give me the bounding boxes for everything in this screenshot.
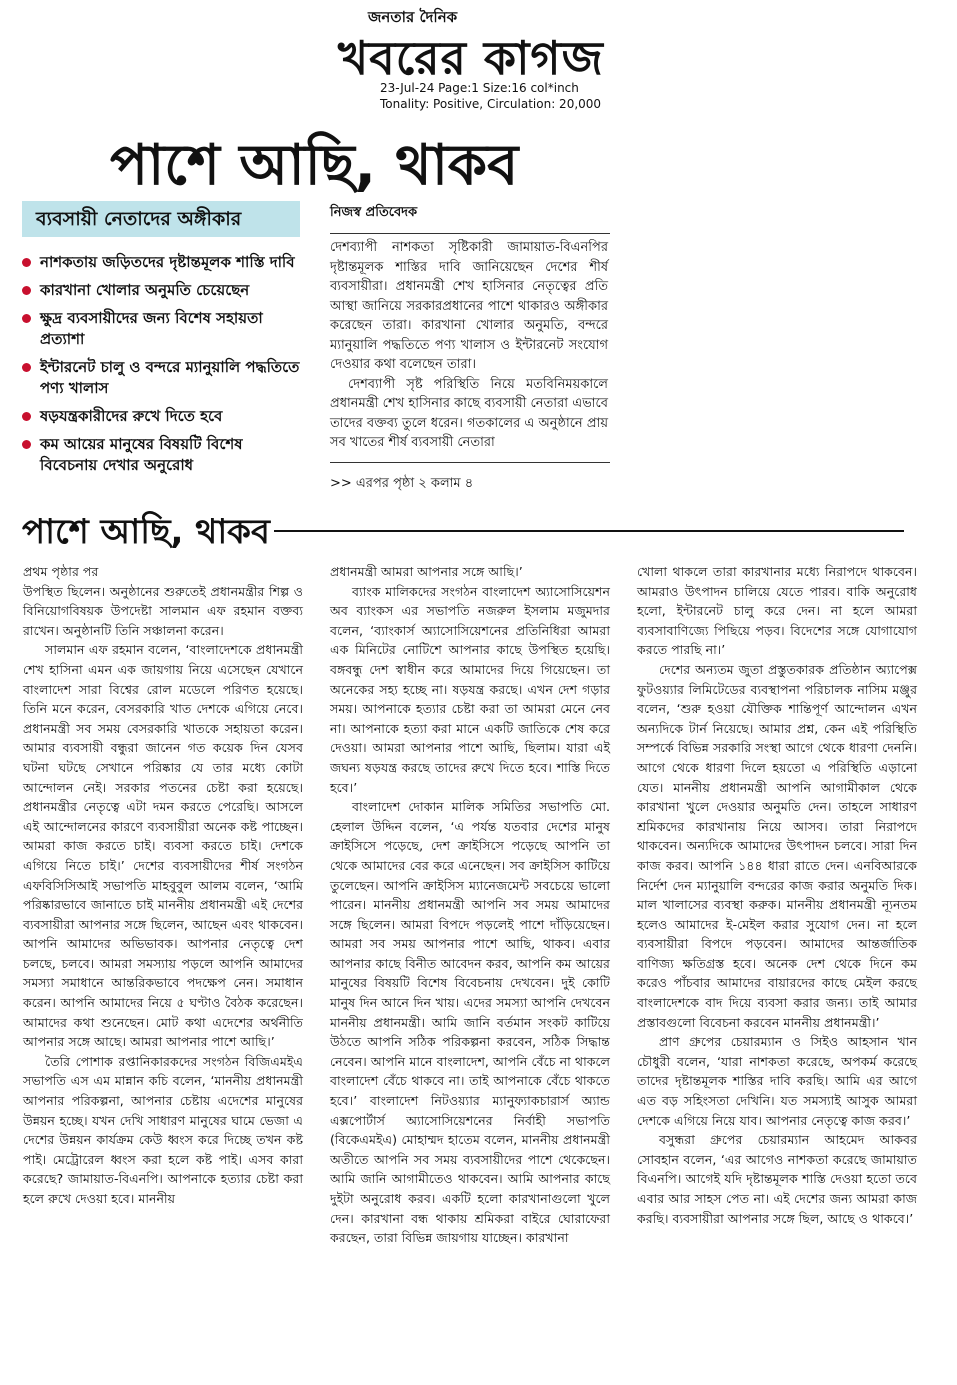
bullet-icon bbox=[22, 440, 31, 449]
page-headline: পাশে আছি, থাকব bbox=[110, 133, 519, 198]
clipping-meta bbox=[380, 80, 601, 112]
article-paragraph: ব্যাংক মালিকদের সংগঠন বাংলাদেশ অ্যাসোসিয়েশন অব ব্যাংকস এর সভাপতি নজরুল ইসলাম মজুমদার বলেন, ‘ব্যাংকার্স অ্যাসোসিয়েশনের প্রতিনিধিরা আমরা এক মিনিটের নোটিশে আপনার কাছে উপস্থিত হয়েছি। বঙ্গবন্ধু দেশ স্বাধীন করে আমাদের দিয়ে গিয়েছেন। তা অনেকের সহ্য হচ্ছে না। ষড়যন্ত্র করছে। এখন দেশ গড়ার সময়। আপনাকে হত্যার চেষ্টা করা তা আমরা মেনে নেব না। আপনাকে হত্যা করা মানে একটি জাতিকে শেষ করে দেওয়া। আমরা আপনার পাশে আছি, ছিলাম। যারা এই জঘন্য ষড়যন্ত্র করছে তাদের রুখে দিতে হবে। শাস্তি দিতে হবে।’ bbox=[330, 583, 610, 795]
lead-paragraph: দেশব্যাপী সৃষ্ট পরিস্থিতি নিয়ে মতবিনিময়কালে প্রধানমন্ত্রী শেখ হাসিনার কাছে ব্যবসায়ী নেতারা এভাবে তাদের বক্তব্য তুলে ধরেন। গতকালের এ অনুষ্ঠানে প্রায় সব খাতের শীর্ষ ব্যবসায়ী নেতারা bbox=[330, 376, 608, 450]
article-paragraph: সালমান এফ রহমান বলেন, ‘বাংলাদেশকে প্রধানমন্ত্রী শেখ হাসিনা এমন এক জায়গায় নিয়ে এসেছেন যেখানে বাংলাদেশ সারা বিশ্বের রোল মডেলে পরিণত হয়েছে। তিনি মনে করেন, বেসরকারি খাত দেশকে এগিয়ে নেবে। প্রধানমন্ত্রী সব সময় বেসরকারি খাতকে সহায়তা করেন। আমার ব্যবসায়ী বন্ধুরা জানেন গত কয়েক দিন যেসব ঘটনা ঘটছে সেখানে পরিষ্কার যে তার মধ্যে কোটা আন্দোলন নেই। সরকার পতনের চেষ্টা করা হয়েছে। প্রধানমন্ত্রীর নেতৃত্বে এটা দমন করতে পেরেছি। আসলে এই আন্দোলনের কারণে ব্যবসায়ীরা অনেক কষ্ট পাচ্ছেন। আমরা কাজ করতে চাই। ব্যবসা করতে চাই। দেশকে এগিয়ে নিতে চাই।’ দেশের ব্যবসায়ীদের শীর্ষ সংগঠন এফবিসিসিআই সভাপতি মাহবুবুল আলম বলেন, ‘আমি পরিষ্কারভাবে জানাতে চাই মাননীয় প্রধানমন্ত্রী এই দেশের ব্যবসায়ীরা আপনার সঙ্গে ছিলেন, আছেন এবং থাকবেন। আপনি আমাদের অভিভাবক। আপনার নেতৃত্বে দেশ চলছে, চলবে। আমরা সমস্যায় পড়লে আপনি আমাদের সমস্যা সমাধানে আন্তরিকভাবে পদক্ষেপ নেন। সমাধান করেন। আপনি আমাদের নিয়ে ৫ ঘণ্টাও বৈঠক করেছেন। আমাদের কথা শুনেছেন। মোট কথা এদেশের অর্থনীতি আপনার সঙ্গে আছে। আমরা আপনার পাশে আছি।’ bbox=[23, 642, 303, 1050]
article-paragraph: খোলা থাকলে তারা কারখানার মধ্যে নিরাপদে থাকবেন। আমরাও উৎপাদন চালিয়ে যেতে পারব। বাকি অনুরোধ হলো, ইন্টারনেট চালু করে দেন। না হলে আমরা ব্যবসাবাণিজ্যে পিছিয়ে পড়ব। বিদেশের সঙ্গে যোগাযোগ করতে পারছি না।’ bbox=[637, 564, 917, 658]
divider bbox=[330, 462, 610, 463]
masthead-tagline: জনতার দৈনিক bbox=[368, 8, 458, 26]
highlight-item: কারখানা খোলার অনুমতি চেয়েছেন bbox=[20, 280, 300, 301]
article-column-2 bbox=[330, 562, 610, 1248]
highlight-list bbox=[20, 252, 300, 483]
meta-line-page-size: 23-Jul-24 Page:1 Size:16 col*inch bbox=[380, 81, 579, 95]
highlight-item: নাশকতায় জড়িতদের দৃষ্টান্তমূলক শাস্তি দাবি bbox=[20, 252, 300, 273]
bullet-icon bbox=[22, 314, 31, 323]
meta-line-tonality: Tonality: Positive, Circulation: 20,000 bbox=[380, 97, 602, 111]
article-column-1 bbox=[23, 562, 303, 1209]
highlight-box-title: ব্যবসায়ী নেতাদের অঙ্গীকার bbox=[22, 201, 300, 237]
article-column-3 bbox=[637, 562, 917, 1228]
lead-paragraph: দেশব্যাপী নাশকতা সৃষ্টিকারী জামায়াত-বিএনপির দৃষ্টান্তমূলক শাস্তির দাবি জানিয়েছেন দেশের শীর্ষ ব্যবসায়ীরা। প্রধানমন্ত্রী শেখ হাসিনার নেতৃত্বের প্রতি আস্থা জানিয়ে সরকারপ্রধানের পাশে থাকারও অঙ্গীকার করেছেন তারা। কারখানা খোলার অনুমতি, বন্দরে ম্যানুয়ালি পদ্ধতিতে পণ্য খালাস ও ইন্টারনেট সংযোগ দেওয়ার কথা বলেছেন তারা। bbox=[330, 240, 608, 372]
highlight-item: ইন্টারনেট চালু ও বন্দরে ম্যানুয়ালি পদ্ধতিতে পণ্য খালাস bbox=[20, 357, 300, 399]
divider bbox=[274, 530, 904, 532]
lead-article bbox=[330, 238, 608, 453]
bullet-icon bbox=[22, 412, 31, 421]
masthead-logo: খবরের কাগজ bbox=[338, 31, 604, 85]
bullet-icon bbox=[22, 258, 31, 267]
article-paragraph: প্রাণ গ্রুপের চেয়ারম্যান ও সিইও আহসান খান চৌধুরী বলেন, ‘যারা নাশকতা করেছে, অপকর্ম করেছে তাদের দৃষ্টান্তমূলক শাস্তির দাবি করছি। আমি এর আগে এত বড় সহিংসতা দেখিনি। যত সমস্যাই আসুক আমরা দেশকে এগিয়ে নিয়ে যাব। আপনার নেতৃত্বে কাজ করব।’ bbox=[637, 1034, 917, 1128]
article-paragraph: দেশের অন্যতম জুতা প্রস্তুতকারক প্রতিষ্ঠান অ্যাপেক্স ফুটওয়্যার লিমিটেডের ব্যবস্থাপনা পরিচালক নাসিম মঞ্জুর বলেন, ‘শুরু হওয়া যৌক্তিক শান্তিপূর্ণ আন্দোলন এখন অন্যদিকে টার্ন নিয়েছে। আমার প্রশ্ন, কেন এই পরিস্থিতি সম্পর্কে বিভিন্ন সরকারি সংস্থা আগে থেকে ধারণা দেননি। আগে থেকে ধারণা দিলে হয়তো এ পরিস্থিতি এড়ানো যেত। মাননীয় প্রধানমন্ত্রী আপনি আগামীকাল থেকে কারখানা খুলে দেওয়ার অনুমতি দেন। তাহলে সাধারণ শ্রমিকদের কারখানায় নিয়ে আসব। তারা নিরাপদে থাকবেন। অন্যদিকে আমাদের উৎপাদন চলবে। সারা দিন কাজ করব। আপনি ১৪৪ ধারা রাতে দেন। এনবিআরকে নির্দেশ দেন ম্যানুয়ালি বন্দরের কাজ করার অনুমতি দিক। মাল খালাসের ব্যবস্থা করুক। মাননীয় প্রধানমন্ত্রী ন্যূনতম হলেও আমাদের ই-মেইল করার সুযোগ দেন। না হলে ব্যবসায়ীরা বিপদে পড়বেন। আমাদের আন্তর্জাতিক বাণিজ্য ক্ষতিগ্রস্ত হবে। অনেক দেশ থেকে দিনে কম করেও পাঁচবার আমাদের বায়ারদের কাছে মেইল করছে বাংলাদেশকে বাদ দিয়ে ব্যবসা করার জন্য। তাই আমার প্রস্তাবগুলো বিবেচনা করবেন মাননীয় প্রধানমন্ত্রী।’ bbox=[637, 661, 917, 1030]
article-paragraph: তৈরি পোশাক রপ্তানিকারকদের সংগঠন বিজিএমইএ সভাপতি এস এম মান্নান কচি বলেন, ‘মাননীয় প্রধানমন্ত্রী আপনার পরিকল্পনা, আপনার চেষ্টায় এদেশের মানুষের উন্নয়ন হচ্ছে। যখন দেখি সাধারণ মানুষের ঘামে ভেজা এ দেশের উন্নয়ন কার্যক্রম কেউ ধ্বংস করে দিচ্ছে তখন কষ্ট পাই। মেট্রোরেল ধ্বংস করা হলে কষ্ট পাই। এসব কারা করেছে? জামায়াত-বিএনপি। আপনাকে হত্যার চেষ্টা করা হলে রুখে দেওয়া হবে। মাননীয় bbox=[23, 1053, 303, 1206]
highlight-item: ষড়যন্ত্রকারীদের রুখে দিতে হবে bbox=[20, 406, 300, 427]
article-paragraph: বাংলাদেশ দোকান মালিক সমিতির সভাপতি মো. হেলাল উদ্দিন বলেন, ‘এ পর্যন্ত যতবার দেশের মানুষ ক্রাইসিসে পড়েছে, দেশ ক্রাইসিসে পড়েছে আপনি তা থেকে আমাদের বের করে এনেছেন। সব ক্রাইসিস কাটিয়ে তুলেছেন। আপনি ক্রাইসিস ম্যানেজমেন্ট সবচেয়ে ভালো পারেন। মাননীয় প্রধানমন্ত্রী আপনি সব সময় আমাদের সঙ্গে ছিলেন। আমরা বিপদে পড়লেই পাশে দাঁড়িয়েছেন। আমরা সব সময় আপনার পাশে আছি, থাকব। এবার আপনার কাছে বিনীত আবেদন করব, আপনি কম আয়ের মানুষের বিষয়টি বিশেষ বিবেচনায় দেখবেন। দুই কোটি মানুষ দিন আনে দিন খায়। এদের সমস্যা আপনি দেখবেন মাননীয় প্রধানমন্ত্রী। আমি জানি বর্তমান সংকট কাটিয়ে উঠতে আপনি সঠিক পরিকল্পনা করবেন, সঠিক সিদ্ধান্ত নেবেন। আপনি মানে বাংলাদেশ, আপনি বেঁচে না থাকলে বাংলাদেশ বেঁচে থাকবে না। তাই আপনাকে বেঁচে থাকতে হবে।’ বাংলাদেশ নিটওয়্যার ম্যানুফ্যাকচারার্স অ্যান্ড এক্সপোর্টার্স অ্যাসোসিয়েশনের নির্বাহী সভাপতি (বিকেএমইএ) মোহাম্মদ হাতেম বলেন, মাননীয় প্রধানমন্ত্রী অতীতে আপনি সব সময় ব্যবসায়ীদের পাশে থেকেছেন। আমি জানি আগামীতেও থাকবেন। আমি আপনার কাছে দুইটা অনুরোধ করব। একটি হলো কারখানাগুলো খুলে দেন। কারখানা বন্ধ থাকায় শ্রমিকরা বাইরে ঘোরাফেরা করছেন, তারা বিভিন্ন জায়গায় যাচ্ছেন। কারখানা bbox=[330, 799, 610, 1246]
bullet-icon bbox=[22, 363, 31, 372]
bullet-icon bbox=[22, 286, 31, 295]
byline: নিজস্ব প্রতিবেদক bbox=[330, 205, 418, 220]
divider bbox=[330, 233, 610, 234]
continuation-headline: পাশে আছি, থাকব bbox=[22, 512, 270, 552]
highlight-item: ক্ষুদ্র ব্যবসায়ীদের জন্য বিশেষ সহায়তা প্রত্যাশা bbox=[20, 308, 300, 350]
article-paragraph: বসুন্ধরা গ্রুপের চেয়ারম্যান আহমেদ আকবর সোবহান বলেন, ‘এর আগেও নাশকতা করেছে জামায়াত বিএনপি। আগেই যদি দৃষ্টান্তমূলক শাস্তি দেওয়া হতো তবে এবার আর সাহস পেত না। এই দেশের জন্য আমরা কাজ করছি। ব্যবসায়ীরা আপনার সঙ্গে ছিল, আছে ও থাকবে।’ bbox=[637, 1132, 917, 1226]
article-paragraph: উপস্থিত ছিলেন। অনুষ্ঠানের শুরুতেই প্রধানমন্ত্রীর শিল্প ও বিনিয়োগবিষয়ক উপদেষ্টা সালমান এফ রহমান বক্তব্য রাখেন। অনুষ্ঠানটি তিনি সঞ্চালনা করেন। bbox=[23, 583, 303, 638]
continuation-link: >> এরপর পৃষ্ঠা ২ কলাম ৪ bbox=[330, 476, 474, 491]
article-paragraph: প্রথম পৃষ্ঠার পর bbox=[23, 564, 99, 579]
highlight-item: কম আয়ের মানুষের বিষয়টি বিশেষ বিবেচনায় দেখার অনুরোধ bbox=[20, 434, 300, 476]
article-paragraph: প্রধানমন্ত্রী আমরা আপনার সঙ্গে আছি।’ bbox=[330, 564, 523, 579]
